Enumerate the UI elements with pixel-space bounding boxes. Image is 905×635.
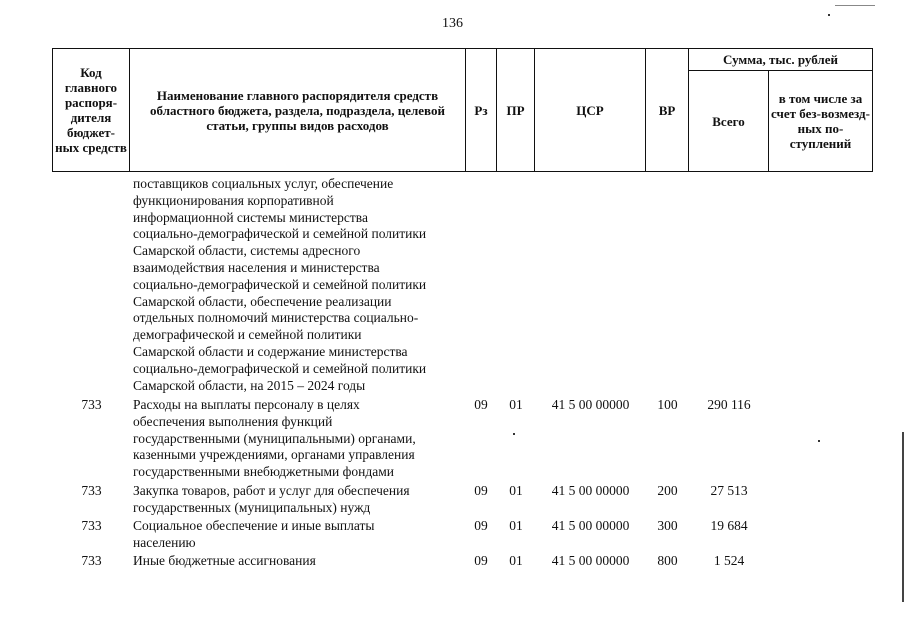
header-name: Наименование главного распорядителя средств областного бюджета, раздела, подраздела, целевой статьи, группы видов расходов xyxy=(130,49,466,172)
row-total: 1 524 xyxy=(713,553,745,568)
row-code: 733 xyxy=(81,553,102,568)
row-vr: 300 xyxy=(657,518,678,533)
header-rz: Рз xyxy=(466,49,497,172)
header-vr: ВР xyxy=(646,49,689,172)
header-pr: ПР xyxy=(497,49,535,172)
row-total: 27 513 xyxy=(710,483,748,498)
row-code: 733 xyxy=(81,397,102,412)
row-csr: 41 5 00 00000 xyxy=(551,397,630,412)
header-incl: в том числе за счет без-возмезд-ных по-ступлений xyxy=(769,71,873,172)
row-vr: 800 xyxy=(657,553,678,568)
row-pr: 01 xyxy=(509,553,523,568)
row-name: Закупка товаров, работ и услуг для обеспечения государственных (муниципальных) нужд xyxy=(133,483,410,515)
table-header xyxy=(52,48,873,172)
row-name: Расходы на выплаты персоналу в целях обеспечения выполнения функций государственными (муниципальными) органами, казенными учреждениями, органами управления государственными внебюджетными фондами xyxy=(133,397,416,480)
page-number: 136 xyxy=(442,16,463,31)
row-name: Социальное обеспечение и иные выплаты населению xyxy=(133,518,375,550)
row-rz: 09 xyxy=(474,518,488,533)
row-csr: 41 5 00 00000 xyxy=(551,553,630,568)
row-pr: 01 xyxy=(509,397,523,412)
header-sum: Сумма, тыс. рублей xyxy=(689,49,873,71)
row-code: 733 xyxy=(81,518,102,533)
row-rz: 09 xyxy=(474,397,488,412)
scan-speck xyxy=(828,14,830,16)
header-total: Всего xyxy=(689,71,769,172)
row-code: 733 xyxy=(81,483,102,498)
scan-speck xyxy=(513,433,515,435)
scan-speck xyxy=(818,440,820,442)
row-vr: 100 xyxy=(657,397,678,412)
row-csr: 41 5 00 00000 xyxy=(551,483,630,498)
row-csr: 41 5 00 00000 xyxy=(551,518,630,533)
scan-artifact-edge xyxy=(902,432,904,602)
row-pr: 01 xyxy=(509,483,523,498)
row-total: 290 116 xyxy=(707,397,751,412)
row-name: Иные бюджетные ассигнования xyxy=(133,553,316,568)
row-vr: 200 xyxy=(657,483,678,498)
scan-artifact-line xyxy=(835,5,875,6)
row-total: 19 684 xyxy=(710,518,748,533)
row-rz: 09 xyxy=(474,553,488,568)
header-code: Код главного распоря-дителя бюджет-ных средств xyxy=(53,49,130,172)
row-rz: 09 xyxy=(474,483,488,498)
header-csr: ЦСР xyxy=(535,49,646,172)
row-pr: 01 xyxy=(509,518,523,533)
continuation-text: поставщиков социальных услуг, обеспечение функционирования корпоративной информационной системы министерства социально-демографической и семейной политики Самарской области, системы адресного взаимодействия населения и министерства социально-демографической и семейной политики Самарской области, обеспечение реализации отдельных полномочий министерства социально- демографической и семейной политики Самарской области и содержание министерства социально-демографической и семейной политики Самарской области, на 2015 – 2024 годы xyxy=(133,176,427,393)
